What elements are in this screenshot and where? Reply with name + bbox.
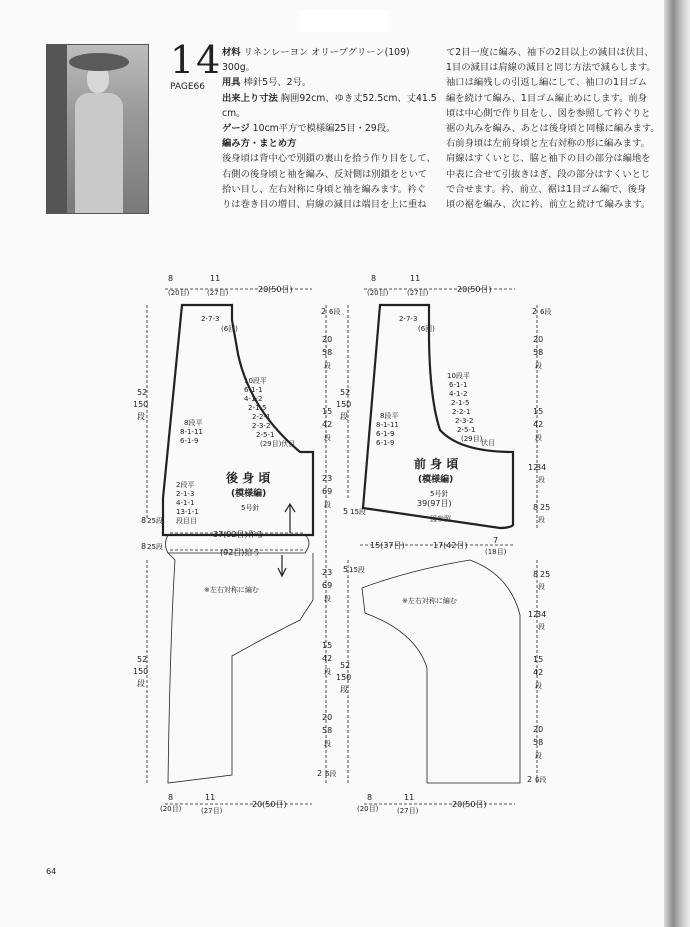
dim-label: (20目) (357, 805, 379, 813)
dim-label: (20目) (168, 289, 190, 297)
dim-label: 150 (133, 667, 149, 676)
size-line: 出来上り寸法 胸囲92cm、ゆき丈52.5cm、丈41.5 (222, 92, 437, 104)
dim-label: (18目) (485, 548, 507, 556)
decrease-note: 2-7-3 (399, 315, 418, 323)
dim-label: 段 (535, 434, 542, 442)
back-title: 後 身 頃 (226, 471, 271, 485)
front-bottom-count: 39(97目) (417, 499, 452, 508)
dim-label: 8 (168, 793, 174, 802)
dim-label: (27目) (201, 807, 223, 815)
increase-note: 4-1-1 (176, 499, 195, 507)
dim-label: 20 (533, 335, 544, 344)
dim-label: 34 (536, 610, 547, 619)
front-title: 前 身 頃 (414, 457, 459, 471)
increase-note: 6-1-9 (376, 430, 395, 438)
dim-label: 20 (322, 335, 333, 344)
decrease-note: 2-5-1 (457, 426, 476, 434)
dim-label: 150 (336, 400, 352, 409)
increase-note: 8段平 (184, 419, 203, 427)
dim-label: 23 (322, 474, 333, 483)
decrease-note: (6回) (221, 325, 238, 333)
dim-label: 20(50目) (452, 800, 487, 809)
dim-label: 11 (205, 793, 216, 802)
decrease-note: (6回) (418, 325, 435, 333)
dim-label: 2 (317, 769, 323, 778)
increase-note: 2段平 (176, 481, 195, 489)
decrease-note: 2-2-1 (452, 408, 471, 416)
dim-label: 20(50目) (457, 285, 492, 294)
dim-label: 段 (137, 679, 145, 688)
dim-label: 段 (538, 623, 545, 631)
dim-label: 8 (533, 570, 539, 579)
method-line: て2目一度に編み、袖下の2目以上の減目は伏目、 (446, 47, 654, 58)
method-line: 編を続けて編み、1目ゴム編止めにします。前身 (446, 92, 647, 104)
decrease-note: 10段平 (244, 377, 267, 385)
dim-label: 5 (343, 565, 349, 574)
decrease-note: 2-1-5 (248, 404, 267, 412)
dim-label: (92目)拾う (220, 548, 261, 557)
method-heading: 編み方・まとめ方 (222, 138, 297, 150)
method-line: 裾の丸みを編み、あとは後身頃と同様に編みます。 (446, 123, 660, 135)
dim-label: 58 (533, 348, 544, 357)
dim-label: 12 (528, 610, 539, 619)
dim-label: 58 (322, 348, 333, 357)
dim-label: 段 (538, 583, 545, 591)
method-line: 頃の裾を編み、次に衿、前立と続けて編みます。 (446, 199, 651, 211)
back-stitch: (模様編) (231, 489, 267, 499)
dim-label: 20(50目) (258, 285, 293, 294)
increase-note: 8-1-11 (376, 421, 399, 429)
dim-label: 25段 (147, 543, 163, 551)
dim-label: 58 (533, 738, 544, 747)
dim-label: 段 (324, 434, 331, 442)
method-line: 1目の減目は肩線の減目と同じ方法で減らします。 (446, 62, 656, 74)
method-line: 拾い目し、左右対称に身頃と袖を編みます。衿ぐ (222, 183, 426, 195)
tools-line: 用具 棒針5号、2号。 (222, 77, 312, 89)
dim-label: 2 (532, 307, 538, 316)
increase-note: 6-1-9 (180, 437, 199, 445)
dim-label: 15 (322, 407, 333, 416)
decrease-note: 4-1-2 (449, 390, 468, 398)
decrease-note: 2-5-1 (256, 431, 275, 439)
dim-label: 8 (371, 274, 377, 283)
dim-label: 6段 (325, 770, 337, 778)
dim-label: 6段 (535, 776, 547, 784)
decrease-note: 4-1-2 (244, 395, 263, 403)
decrease-note: (29目) (461, 435, 483, 443)
pattern-number: 14 (170, 38, 223, 82)
page-number: 64 (46, 867, 57, 876)
dim-label: 段 (535, 752, 542, 760)
decrease-note: 2-3-2 (252, 422, 271, 430)
method-line: 中表に合せて引抜きはぎ、段の部分はすくいとじ (446, 168, 651, 180)
size-line-2: cm。 (222, 107, 246, 119)
dim-label: (27目) (207, 289, 229, 297)
dim-label: 8 (533, 503, 539, 512)
decrease-note: 伏目 (481, 439, 495, 447)
dim-label: (27目) (407, 289, 429, 297)
front-needle: 5号針 (430, 490, 449, 498)
dim-label: 段 (538, 516, 545, 524)
materials-line: 材料 リネンレーヨン オリーブグリーン(109) (222, 47, 410, 58)
method-line: 頃は中心側で作り目をし、図を参照して衿ぐりと (446, 107, 651, 119)
method-line: 後身頃は背中心で別鎖の裏山を拾う作り目をして、 (222, 153, 436, 165)
dim-label: 42 (533, 420, 544, 429)
dim-label: 25 (540, 570, 551, 579)
decrease-note: 6-1-1 (244, 386, 263, 394)
gauge-line: ゲージ 10cm平方で模様編25目・29段。 (222, 123, 396, 135)
dim-label: 23 (322, 568, 333, 577)
dim-label: 25 (540, 503, 551, 512)
front-sleeve-outline (362, 560, 520, 783)
dim-label: 段 (340, 685, 348, 694)
materials-line-2: 300g。 (222, 62, 255, 74)
decrease-note: 2-7-3 (201, 315, 220, 323)
dim-label: 段 (324, 595, 331, 603)
dim-label: 42 (533, 668, 544, 677)
increase-note: 6-1-9 (376, 439, 395, 447)
dim-label: 150 (336, 673, 352, 682)
back-needle: 5号針 (241, 504, 260, 512)
dim-label: 52 (137, 388, 148, 397)
decrease-note: 10段平 (447, 372, 470, 380)
dim-label: 5 (343, 507, 349, 516)
decrease-note: 2-3-2 (455, 417, 474, 425)
dim-label: 段 (324, 668, 331, 676)
method-line: 袖口は編残しの引返し編にして、袖口の1目ゴム (446, 77, 647, 89)
dim-label: 150 (133, 400, 149, 409)
dim-label: 8 (367, 793, 373, 802)
dim-label: 6段 (329, 308, 341, 316)
method-line: 右側の後身頃と袖を編み、反対側は別鎖をといて (222, 168, 428, 180)
dim-label: 20 (533, 725, 544, 734)
dim-label: 25段 (147, 517, 163, 525)
dim-label: 37(92目)作る (213, 530, 264, 539)
dim-label: 8 (141, 516, 147, 525)
dim-label: 2 (527, 775, 533, 784)
dim-label: 段 (137, 412, 145, 421)
page-reference: PAGE66 (170, 82, 205, 92)
dim-label: 12 (528, 463, 539, 472)
method-line: りは巻き目の増目、肩線の減目は端目を上に重ね (222, 199, 427, 211)
increase-note: 段目目 (176, 517, 197, 525)
dim-label: 69 (322, 487, 333, 496)
dim-label: 52 (137, 655, 148, 664)
dim-label: 11 (410, 274, 421, 283)
dim-label: (20目) (367, 289, 389, 297)
increase-note: 2-1-3 (176, 490, 195, 498)
dim-label: 52 (340, 388, 351, 397)
dim-label: 58 (322, 726, 333, 735)
dim-label: 段 (340, 412, 348, 421)
dim-label: 20 (322, 713, 333, 722)
dim-label: 42 (322, 420, 333, 429)
dim-label: 段 (535, 362, 542, 370)
increase-note: 8-1-11 (180, 428, 203, 436)
dim-label: 15段 (350, 508, 366, 516)
dim-label: 69 (322, 581, 333, 590)
dim-label: 15 (533, 407, 544, 416)
front-ref-note: 図参照 (430, 515, 451, 523)
dim-label: (20目) (160, 805, 182, 813)
front-stitch: (模様編) (418, 475, 454, 485)
dim-label: 段 (324, 501, 331, 509)
method-line: で合せます。衿、前立、裾は1目ゴム編で、後身 (446, 183, 647, 195)
decrease-note: 6-1-1 (449, 381, 468, 389)
dim-label: (27目) (397, 807, 419, 815)
dim-label: 段 (538, 476, 545, 484)
method-line: 肩線はすくいとじ、脇と袖下の目の部分は編地を (446, 153, 651, 165)
dim-label: 15段 (349, 566, 365, 574)
dim-label: 34 (536, 463, 547, 472)
dim-label: 8 (141, 542, 147, 551)
dim-label: 6段 (540, 308, 552, 316)
increase-note: 13-1-1 (176, 508, 199, 516)
dim-label: 8 (168, 274, 174, 283)
dim-label: 52 (340, 661, 351, 670)
method-line: 右前身頃は左前身頃と左右対称の形に編みます。 (446, 138, 650, 150)
dim-label: 15(37目) (370, 541, 405, 550)
increase-note: 8段平 (380, 412, 399, 420)
symmetry-note: ※左右対称に編む (204, 586, 259, 594)
dim-label: 11 (404, 793, 415, 802)
dim-label: 20(50目) (252, 800, 287, 809)
dim-label: 11 (210, 274, 221, 283)
dim-label: 42 (322, 654, 333, 663)
dim-label: 2 (321, 307, 327, 316)
decrease-note: 2-1-5 (451, 399, 470, 407)
dim-label: 17(42目) (433, 541, 468, 550)
dim-label: 段 (324, 362, 331, 370)
dim-label: 7 (493, 536, 499, 545)
dim-label: 15 (322, 641, 333, 650)
decrease-note: 2-2-1 (252, 413, 271, 421)
decrease-note: (29目)伏目 (260, 440, 296, 448)
dim-label: 15 (533, 655, 544, 664)
dim-label: 段 (324, 740, 331, 748)
dim-label: 段 (535, 682, 542, 690)
symmetry-note: ※左右対称に編む (402, 597, 457, 605)
